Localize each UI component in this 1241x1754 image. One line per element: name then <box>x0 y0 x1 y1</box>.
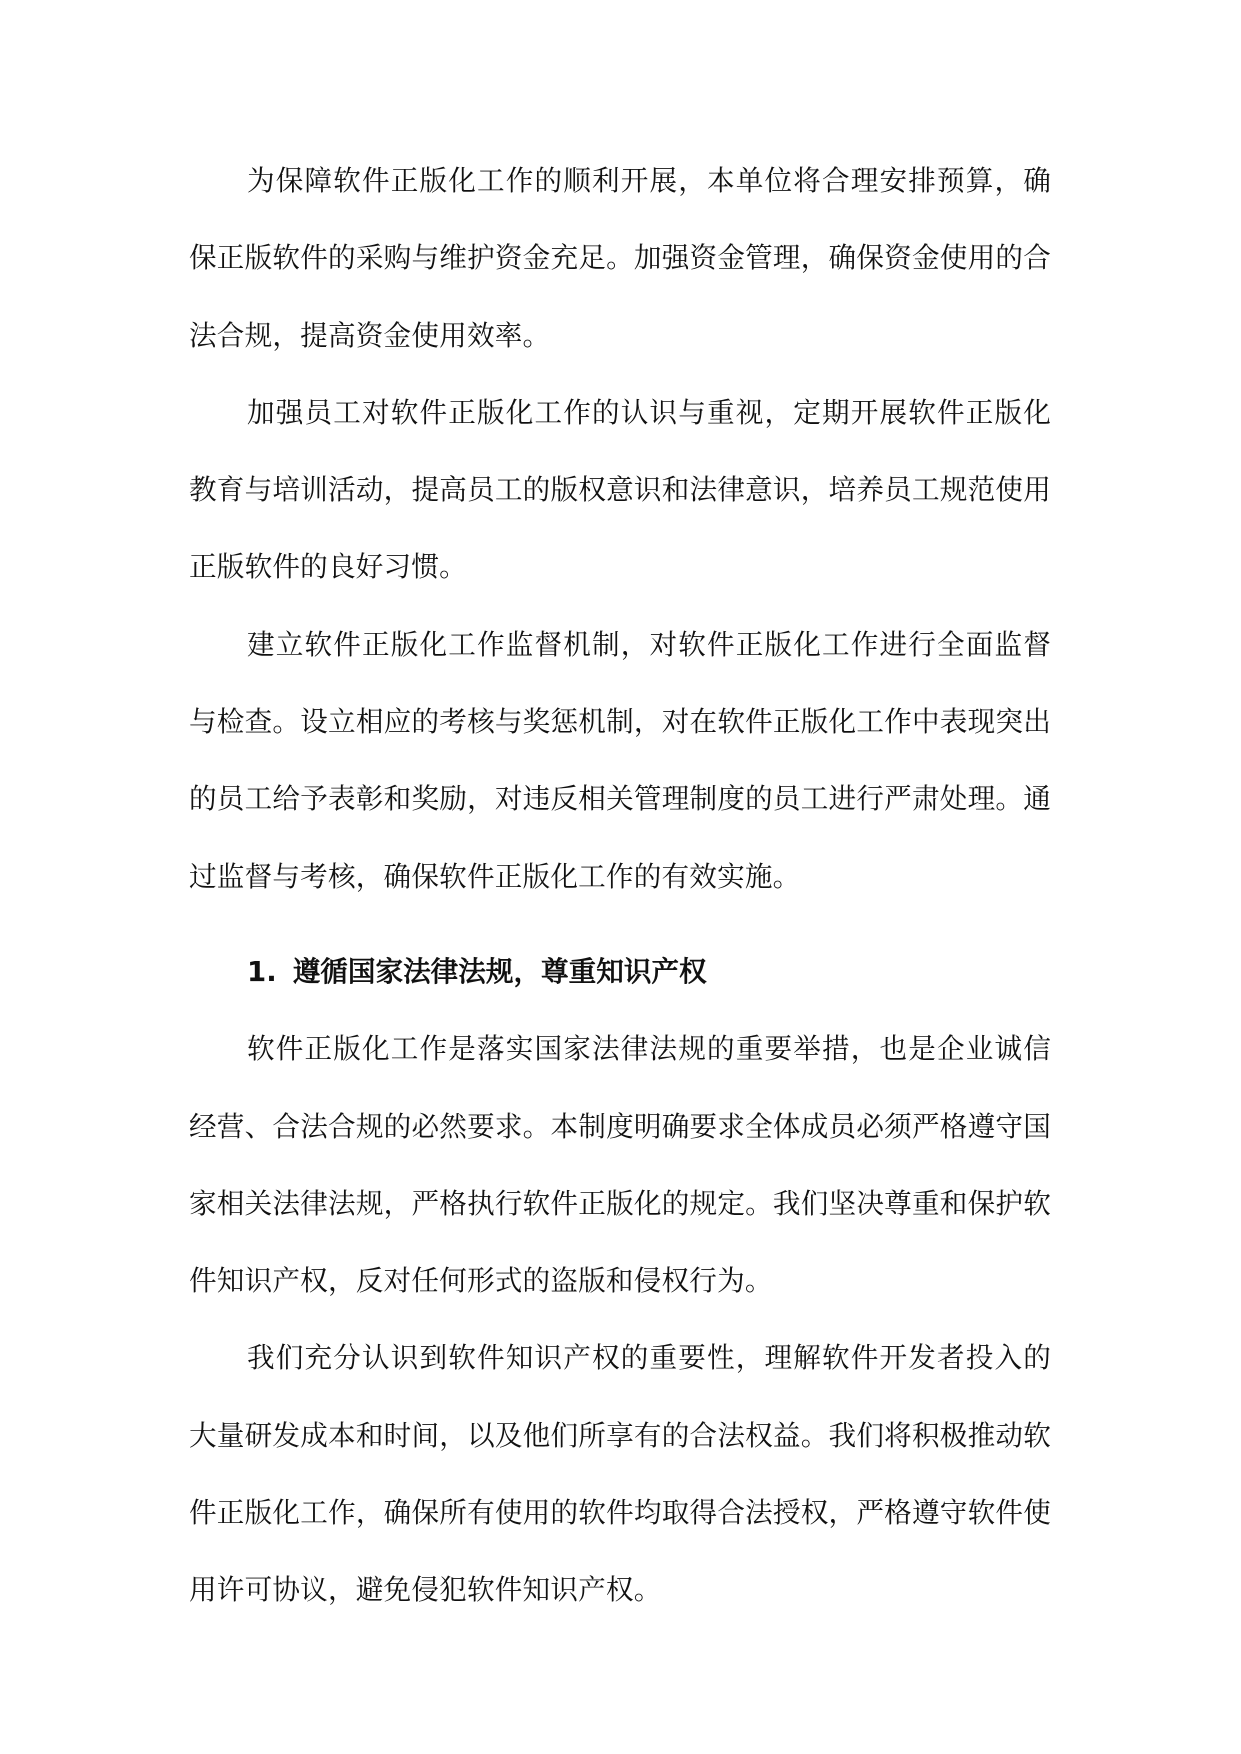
paragraph-budget: 为保障软件正版化工作的顺利开展，本单位将合理安排预算，确保正版软件的采购与维护资金充足。加强资金管理，确保资金使用的合法合规，提高资金使用效率。 <box>189 164 1051 352</box>
section-title: 遵循国家法律法规，尊重知识产权 <box>292 954 707 988</box>
paragraph-ip-respect: 我们充分认识到软件知识产权的重要性，理解软件开发者投入的大量研发成本和时间，以及他们所享有的合法权益。我们将积极推动软件正版化工作，确保所有使用的软件均取得合法授权，严格遵守软件使用许可协议，避免侵犯软件知识产权。 <box>189 1341 1051 1607</box>
document-body <box>189 142 1051 1629</box>
paragraph-supervision: 建立软件正版化工作监督机制，对软件正版化工作进行全面监督与检查。设立相应的考核与奖惩机制，对在软件正版化工作中表现突出的员工给予表彰和奖励，对违反相关管理制度的员工进行严肃处理。通过监督与考核，确保软件正版化工作的有效实施。 <box>189 627 1051 893</box>
section-heading <box>189 933 1051 1010</box>
paragraph-law-compliance: 软件正版化工作是落实国家法律法规的重要举措，也是企业诚信经营、合法合规的必然要求。本制度明确要求全体成员必须严格遵守国家相关法律法规，严格执行软件正版化的规定。我们坚决尊重和保护软件知识产权，反对任何形式的盗版和侵权行为。 <box>189 1032 1051 1298</box>
section-number: 1. <box>247 954 277 988</box>
paragraph-training: 加强员工对软件正版化工作的认识与重视，定期开展软件正版化教育与培训活动，提高员工的版权意识和法律意识，培养员工规范使用正版软件的良好习惯。 <box>189 395 1051 584</box>
